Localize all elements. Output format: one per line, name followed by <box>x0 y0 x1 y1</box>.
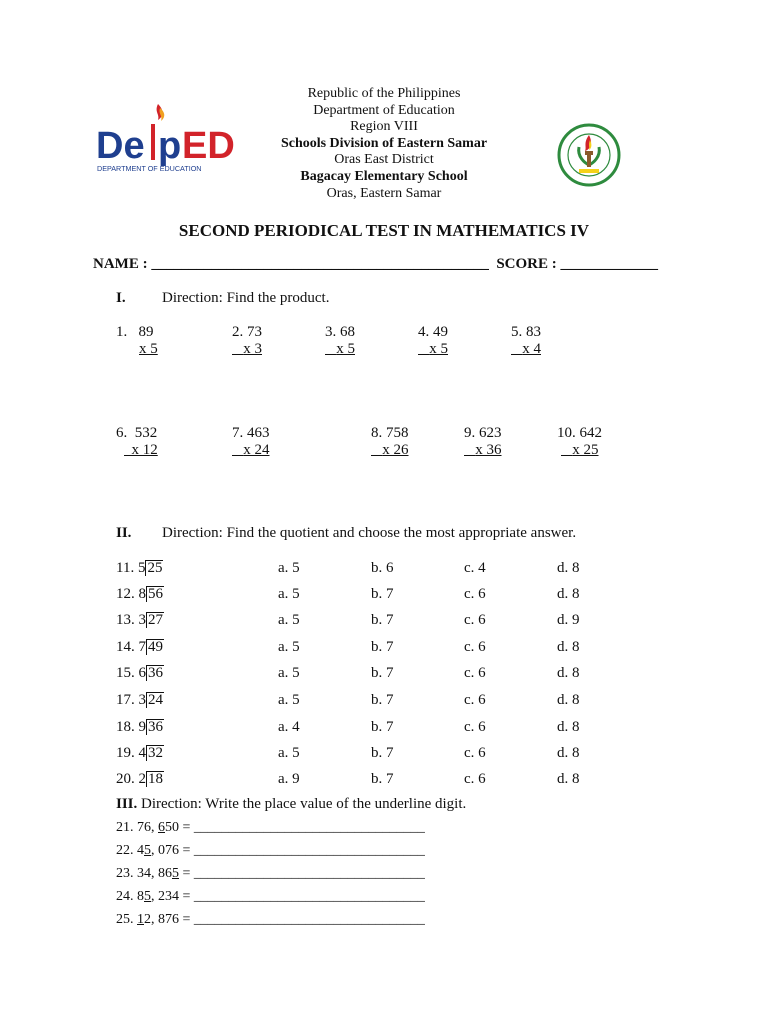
answer-blank: 50 = _________________________________ <box>165 820 425 835</box>
underlined-digit: 5 <box>144 843 151 858</box>
choice-c[interactable]: c. 4 <box>464 560 486 576</box>
question-number <box>116 745 164 762</box>
section-3-direction: Direction: Write the place value of the underline digit. <box>141 796 467 812</box>
question-num: 17. <box>116 692 135 708</box>
dividend: 18 <box>148 771 163 787</box>
place-value-item[interactable] <box>116 889 425 905</box>
choice-a[interactable]: a. 5 <box>278 745 300 761</box>
problem-6: 6. 532 x 12 <box>116 425 158 458</box>
number-prefix: 25. <box>116 912 137 927</box>
divisor: 3 <box>138 692 146 708</box>
choice-b[interactable]: b. 7 <box>371 665 394 681</box>
problem-2: 2. 73 x 3 <box>232 324 262 357</box>
choice-c[interactable]: c. 6 <box>464 745 486 761</box>
header-line-region: Region VIII <box>350 119 418 135</box>
underlined-digit: 5 <box>144 889 151 904</box>
choice-a[interactable]: a. 4 <box>278 719 300 735</box>
school-seal-logo <box>557 113 621 197</box>
answer-blank: 2, 876 = _________________________________ <box>144 912 425 927</box>
choice-d[interactable]: d. 8 <box>557 560 580 576</box>
question-number <box>116 665 164 682</box>
division-expression <box>139 692 165 708</box>
underlined-digit: 6 <box>158 820 165 835</box>
division-expression <box>139 771 165 787</box>
section-1-heading <box>116 290 329 307</box>
deped-logo <box>94 100 240 176</box>
choice-d[interactable]: d. 8 <box>557 692 580 708</box>
divisor: 2 <box>138 771 146 787</box>
section-1-numeral: I. <box>116 290 126 306</box>
test-title: SECOND PERIODICAL TEST IN MATHEMATICS IV <box>178 221 590 240</box>
question-num: 19. <box>116 745 135 761</box>
svg-text:p: p <box>158 125 182 167</box>
answer-blank: , 234 = _________________________________ <box>151 889 425 904</box>
problem-3: 3. 68 x 5 <box>325 324 355 357</box>
divisor: 3 <box>138 612 146 628</box>
problem-7: 7. 463 x 24 <box>232 425 270 458</box>
choice-b[interactable]: b. 7 <box>371 639 394 655</box>
division-expression <box>138 560 164 576</box>
section-1-direction: Direction: Find the product. <box>162 290 330 306</box>
question-num: 20. <box>116 771 135 787</box>
problem-5: 5. 83 x 4 <box>511 324 541 357</box>
choice-a[interactable]: a. 5 <box>278 665 300 681</box>
choice-d[interactable]: d. 8 <box>557 745 580 761</box>
divisor: 7 <box>138 639 146 655</box>
choice-b[interactable]: b. 6 <box>371 560 394 576</box>
score-field[interactable]: SCORE : _____________ <box>496 256 659 272</box>
place-value-item[interactable] <box>116 866 425 882</box>
choice-b[interactable]: b. 7 <box>371 771 394 787</box>
question-number <box>116 771 164 788</box>
dividend: 32 <box>148 745 163 761</box>
division-expression <box>139 665 165 681</box>
header-line-school: Bagacay Elementary School <box>300 168 468 184</box>
divisor: 8 <box>138 586 146 602</box>
choice-a[interactable]: a. 5 <box>278 612 300 628</box>
choice-c[interactable]: c. 6 <box>464 719 486 735</box>
choice-c[interactable]: c. 6 <box>464 612 486 628</box>
division-expression <box>139 745 165 761</box>
number-prefix: 23. 34, 86 <box>116 866 172 881</box>
svg-text:De: De <box>96 125 145 167</box>
underlined-digit: 5 <box>172 866 179 881</box>
division-expression <box>139 586 165 602</box>
division-expression <box>139 719 165 735</box>
question-num: 14. <box>116 639 135 655</box>
choice-d[interactable]: d. 8 <box>557 771 580 787</box>
school-header <box>230 86 538 202</box>
header-line-republic: Republic of the Philippines <box>307 86 461 101</box>
question-number <box>116 719 164 736</box>
choice-c[interactable]: c. 6 <box>464 639 486 655</box>
divisor: 6 <box>138 665 146 681</box>
problem-1: 1. 89 x 5 <box>116 324 158 357</box>
dividend: 56 <box>148 586 163 602</box>
division-expression <box>139 612 165 628</box>
number-prefix: 21. 76, <box>116 820 158 835</box>
choice-d[interactable]: d. 8 <box>557 665 580 681</box>
answer-blank: = _________________________________ <box>179 866 425 881</box>
choice-a[interactable]: a. 5 <box>278 586 300 602</box>
section-2-numeral: II. <box>116 525 132 541</box>
divisor: 4 <box>138 745 146 761</box>
number-prefix: 24. 8 <box>116 889 144 904</box>
divisor: 9 <box>138 719 146 735</box>
question-num: 18. <box>116 719 135 735</box>
name-score-line <box>93 256 658 273</box>
problem-8: 8. 758 x 26 <box>371 425 409 458</box>
dividend: 24 <box>148 692 163 708</box>
choice-a[interactable]: a. 5 <box>278 560 300 576</box>
deped-caption: DEPARTMENT OF EDUCATION <box>97 164 202 173</box>
question-num: 15. <box>116 665 135 681</box>
problem-4: 4. 49 x 5 <box>418 324 448 357</box>
dividend: 36 <box>148 665 163 681</box>
header-line-department: Department of Education <box>313 102 455 118</box>
question-number <box>116 586 164 603</box>
header-line-division: Schools Division of Eastern Samar <box>280 135 488 151</box>
section-2-direction: Direction: Find the quotient and choose the most appropriate answer. <box>162 525 577 541</box>
place-value-item[interactable] <box>116 912 425 928</box>
choice-b[interactable]: b. 7 <box>371 586 394 602</box>
choice-c[interactable]: c. 6 <box>464 771 486 787</box>
choice-d[interactable]: d. 9 <box>557 612 580 628</box>
dividend: 27 <box>148 612 163 628</box>
section-3-numeral: III. <box>116 796 138 812</box>
section-3-heading <box>116 796 466 813</box>
dividend: 36 <box>148 719 163 735</box>
choice-a[interactable]: a. 5 <box>278 692 300 708</box>
dividend: 49 <box>148 639 163 655</box>
problem-9: 9. 623 x 36 <box>464 425 502 458</box>
place-value-item[interactable] <box>116 820 425 836</box>
svg-text:ED: ED <box>182 125 235 167</box>
choice-b[interactable]: b. 7 <box>371 719 394 735</box>
question-num: 11. <box>116 560 135 576</box>
choice-b[interactable]: b. 7 <box>371 692 394 708</box>
question-num: 12. <box>116 586 135 602</box>
header-line-district: Oras East District <box>334 152 434 168</box>
choice-c[interactable]: c. 6 <box>464 665 486 681</box>
divisor: 5 <box>137 560 146 576</box>
choice-d[interactable]: d. 8 <box>557 719 580 735</box>
place-value-item[interactable] <box>116 843 425 859</box>
name-field[interactable]: NAME : _____________________________________________ <box>93 256 489 272</box>
question-number <box>116 692 164 709</box>
problem-10: 10. 642 x 25 <box>557 425 602 458</box>
header-line-location: Oras, Eastern Samar <box>326 185 442 201</box>
number-prefix: 22. 4 <box>116 843 144 858</box>
division-expression <box>139 639 165 655</box>
choice-b[interactable]: b. 7 <box>371 612 394 628</box>
question-number <box>116 612 164 629</box>
choice-d[interactable]: d. 8 <box>557 639 580 655</box>
choice-c[interactable]: c. 6 <box>464 586 486 602</box>
underlined-digit: 1 <box>137 912 144 927</box>
choice-b[interactable]: b. 7 <box>371 745 394 761</box>
choice-a[interactable]: a. 9 <box>278 771 300 787</box>
dividend: 25 <box>147 560 163 576</box>
question-number <box>116 639 164 656</box>
question-num: 13. <box>116 612 135 628</box>
choice-c[interactable]: c. 6 <box>464 692 486 708</box>
section-2-heading <box>116 525 576 542</box>
question-number <box>116 560 163 577</box>
choice-a[interactable]: a. 5 <box>278 639 300 655</box>
choice-d[interactable]: d. 8 <box>557 586 580 602</box>
answer-blank: , 076 = _________________________________ <box>151 843 425 858</box>
